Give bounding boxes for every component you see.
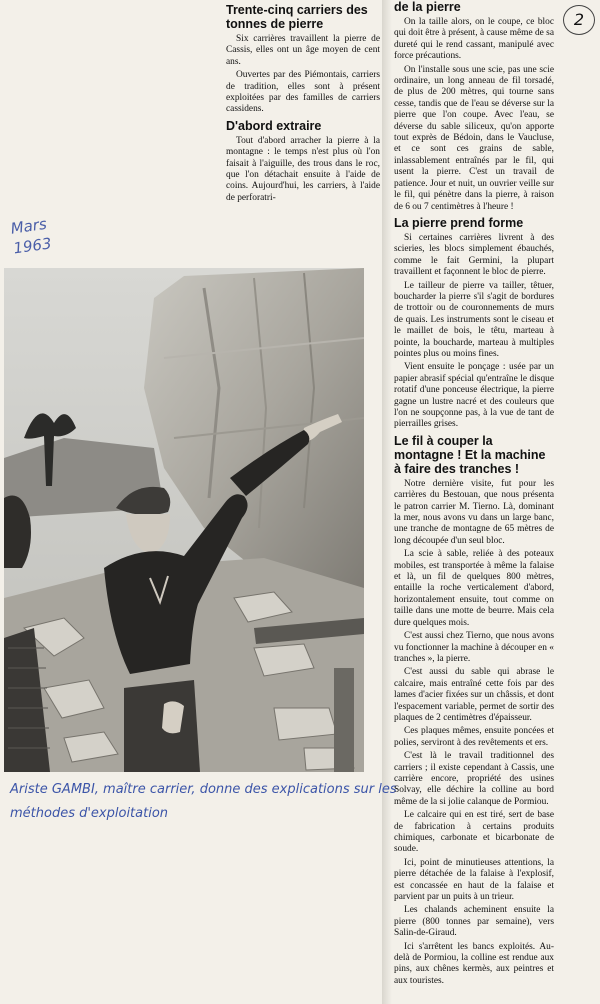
- heading-extraire: D'abord extraire: [226, 118, 322, 133]
- paragraph: Vient ensuite le ponçage : usée par un papier abrasif spécial qu'entraîne le disque rotatif d'une ponceuse électrique, la pierre gagne un lustre nacré et des couleurs que l'on ne soupçonne pas, à la vue de tant de pierrailles grises.: [394, 362, 554, 430]
- paragraph: On l'installe sous une scie, pas une scie ordinaire, un long anneau de fil torsadé, de plus de 200 mètres, qui tourne sans cesse, tandis que de l'eau se déverse sur la pierre que l'on coupe. Avec l'eau, se déverse du sable siliceux, qu'on apporte tout exprès de Bédoin, dans le Vaucluse, et ce sont ces grains de sable, inlassablement entraînés par le fil, qui usent la pierre. C'est un travail de patience. Jour et nuit, un ouvrier veille sur le fil, qui pénètre dans la pierre, à raison de 6 ou 7 centimètres à l'heure !: [394, 64, 554, 212]
- paragraph: C'est là le travail traditionnel des carriers ; il existe cependant à Cassis, une carrière encore, propriété des usines Solvay, elle déchire la colline au bord même de la si jolie calanque de Pormiou.: [394, 751, 554, 807]
- article-column-right: [394, 0, 554, 1004]
- quarry-photograph: [4, 268, 364, 772]
- date-month: Mars: [9, 214, 48, 238]
- paragraph: Ces plaques mêmes, ensuite poncées et polies, serviront à des revêtements et ers.: [394, 726, 554, 748]
- heading-trente-cinq: Trente-cinq carriers des tonnes de pierre: [226, 3, 368, 31]
- heading-fil-a-couper: Le fil à couper la montagne ! Et la machine à faire des tranches !: [394, 433, 546, 476]
- paragraph: On la taille alors, on le coupe, ce bloc qui doit être à présent, à cause même de sa dureté qui le rend cassant, manipulé avec force précautions.: [394, 17, 554, 62]
- paragraph: C'est aussi chez Tierno, que nous avons vu fonctionner la machine à découper en « tranches », la pierre.: [394, 631, 554, 664]
- paragraph: Tout d'abord arracher la pierre à la montagne : le temps n'est plus où l'on faisait à l'aiguille, des trous dans le roc, que l'on détachait ensuite à l'aide de coins. Aujourd'hui, les carriers, à l'aide de perforatri-: [226, 135, 380, 203]
- heading-de-la-pierre: de la pierre: [394, 0, 461, 14]
- page-number: 2: [563, 5, 595, 35]
- paragraph: Ici, point de minutieuses attentions, la pierre détachée de la falaise à l'explosif, est concassée en haut de la falaise et parvient par un puits à un trieur.: [394, 857, 554, 903]
- paragraph: Six carrières travaillent la pierre de Cassis, elles ont un âge moyen de cent ans.: [226, 34, 380, 67]
- clip-edge: [382, 0, 392, 1004]
- paragraph: La scie à sable, reliée à des poteaux mobiles, est transportée à même la falaise et là, un fil de quelques 800 mètres, entaille la roche verticalement d'abord, horizontalement ensuite, tout comme on taille dans une motte de beurre. Mais cela dure quelques mois.: [394, 549, 554, 628]
- paragraph: C'est aussi du sable qui abrase le calcaire, mais entraîné cette fois par des lames d'acier fixées sur un châssis, et dont l'espacement variable, permet de sortir des plaques de 2 centimètres d'épaisseur.: [394, 667, 554, 723]
- photo-illustration: [4, 268, 364, 772]
- article-column-left: [226, 0, 385, 203]
- heading-prend-forme: La pierre prend forme: [394, 215, 524, 230]
- paragraph: Le tailleur de pierre va tailler, têtuer, boucharder la pierre s'il s'agit de bordures de trottoir ou de couronnements de murs de quais. Les instruments sont le ciseau et le maillet de bois, le têtu, marteau à pointe, la boucharde, marteau à multiples pointes plus ou moins fines.: [394, 280, 554, 359]
- handwritten-date: [9, 214, 52, 259]
- paragraph: Si certaines carrières livrent à des scieries, les blocs simplement ébauchés, comme le fait Germini, la plupart travaillent et façonnent le bloc de pierre.: [394, 232, 554, 278]
- paragraph: Ouvertes par des Piémontais, carriers de tradition, elles sont à présent exploitées par des familles de carriers cassidens.: [226, 70, 380, 115]
- photo-caption: Ariste GAMBI, maître carrier, donne des explications sur les méthodes d'exploitation: [10, 782, 397, 821]
- paragraph: Le calcaire qui en est tiré, sert de base de fabrication à certains produits chimiques, carbonate et bicarbonate de soude.: [394, 810, 554, 855]
- paragraph: Ici s'arrêtent les bancs exploités. Au-delà de Pormiou, la colline est rendue aux pins, aux chênes kermès, aux peintres et aux touristes.: [394, 941, 554, 986]
- paragraph: Notre dernière visite, fut pour les carrières du Bestouan, que nous présenta le patron carrier M. Tierno. Là, dominant la mer, nous avons vu dans un large banc, une tranche de montagne de 65 mètres de long découpée d'un seul bloc.: [394, 478, 554, 546]
- date-year: 1963: [12, 234, 53, 258]
- paragraph: Les chalands acheminent ensuite la pierre (800 tonnes par semaine), vers Salin-de-Giraud.: [394, 905, 554, 939]
